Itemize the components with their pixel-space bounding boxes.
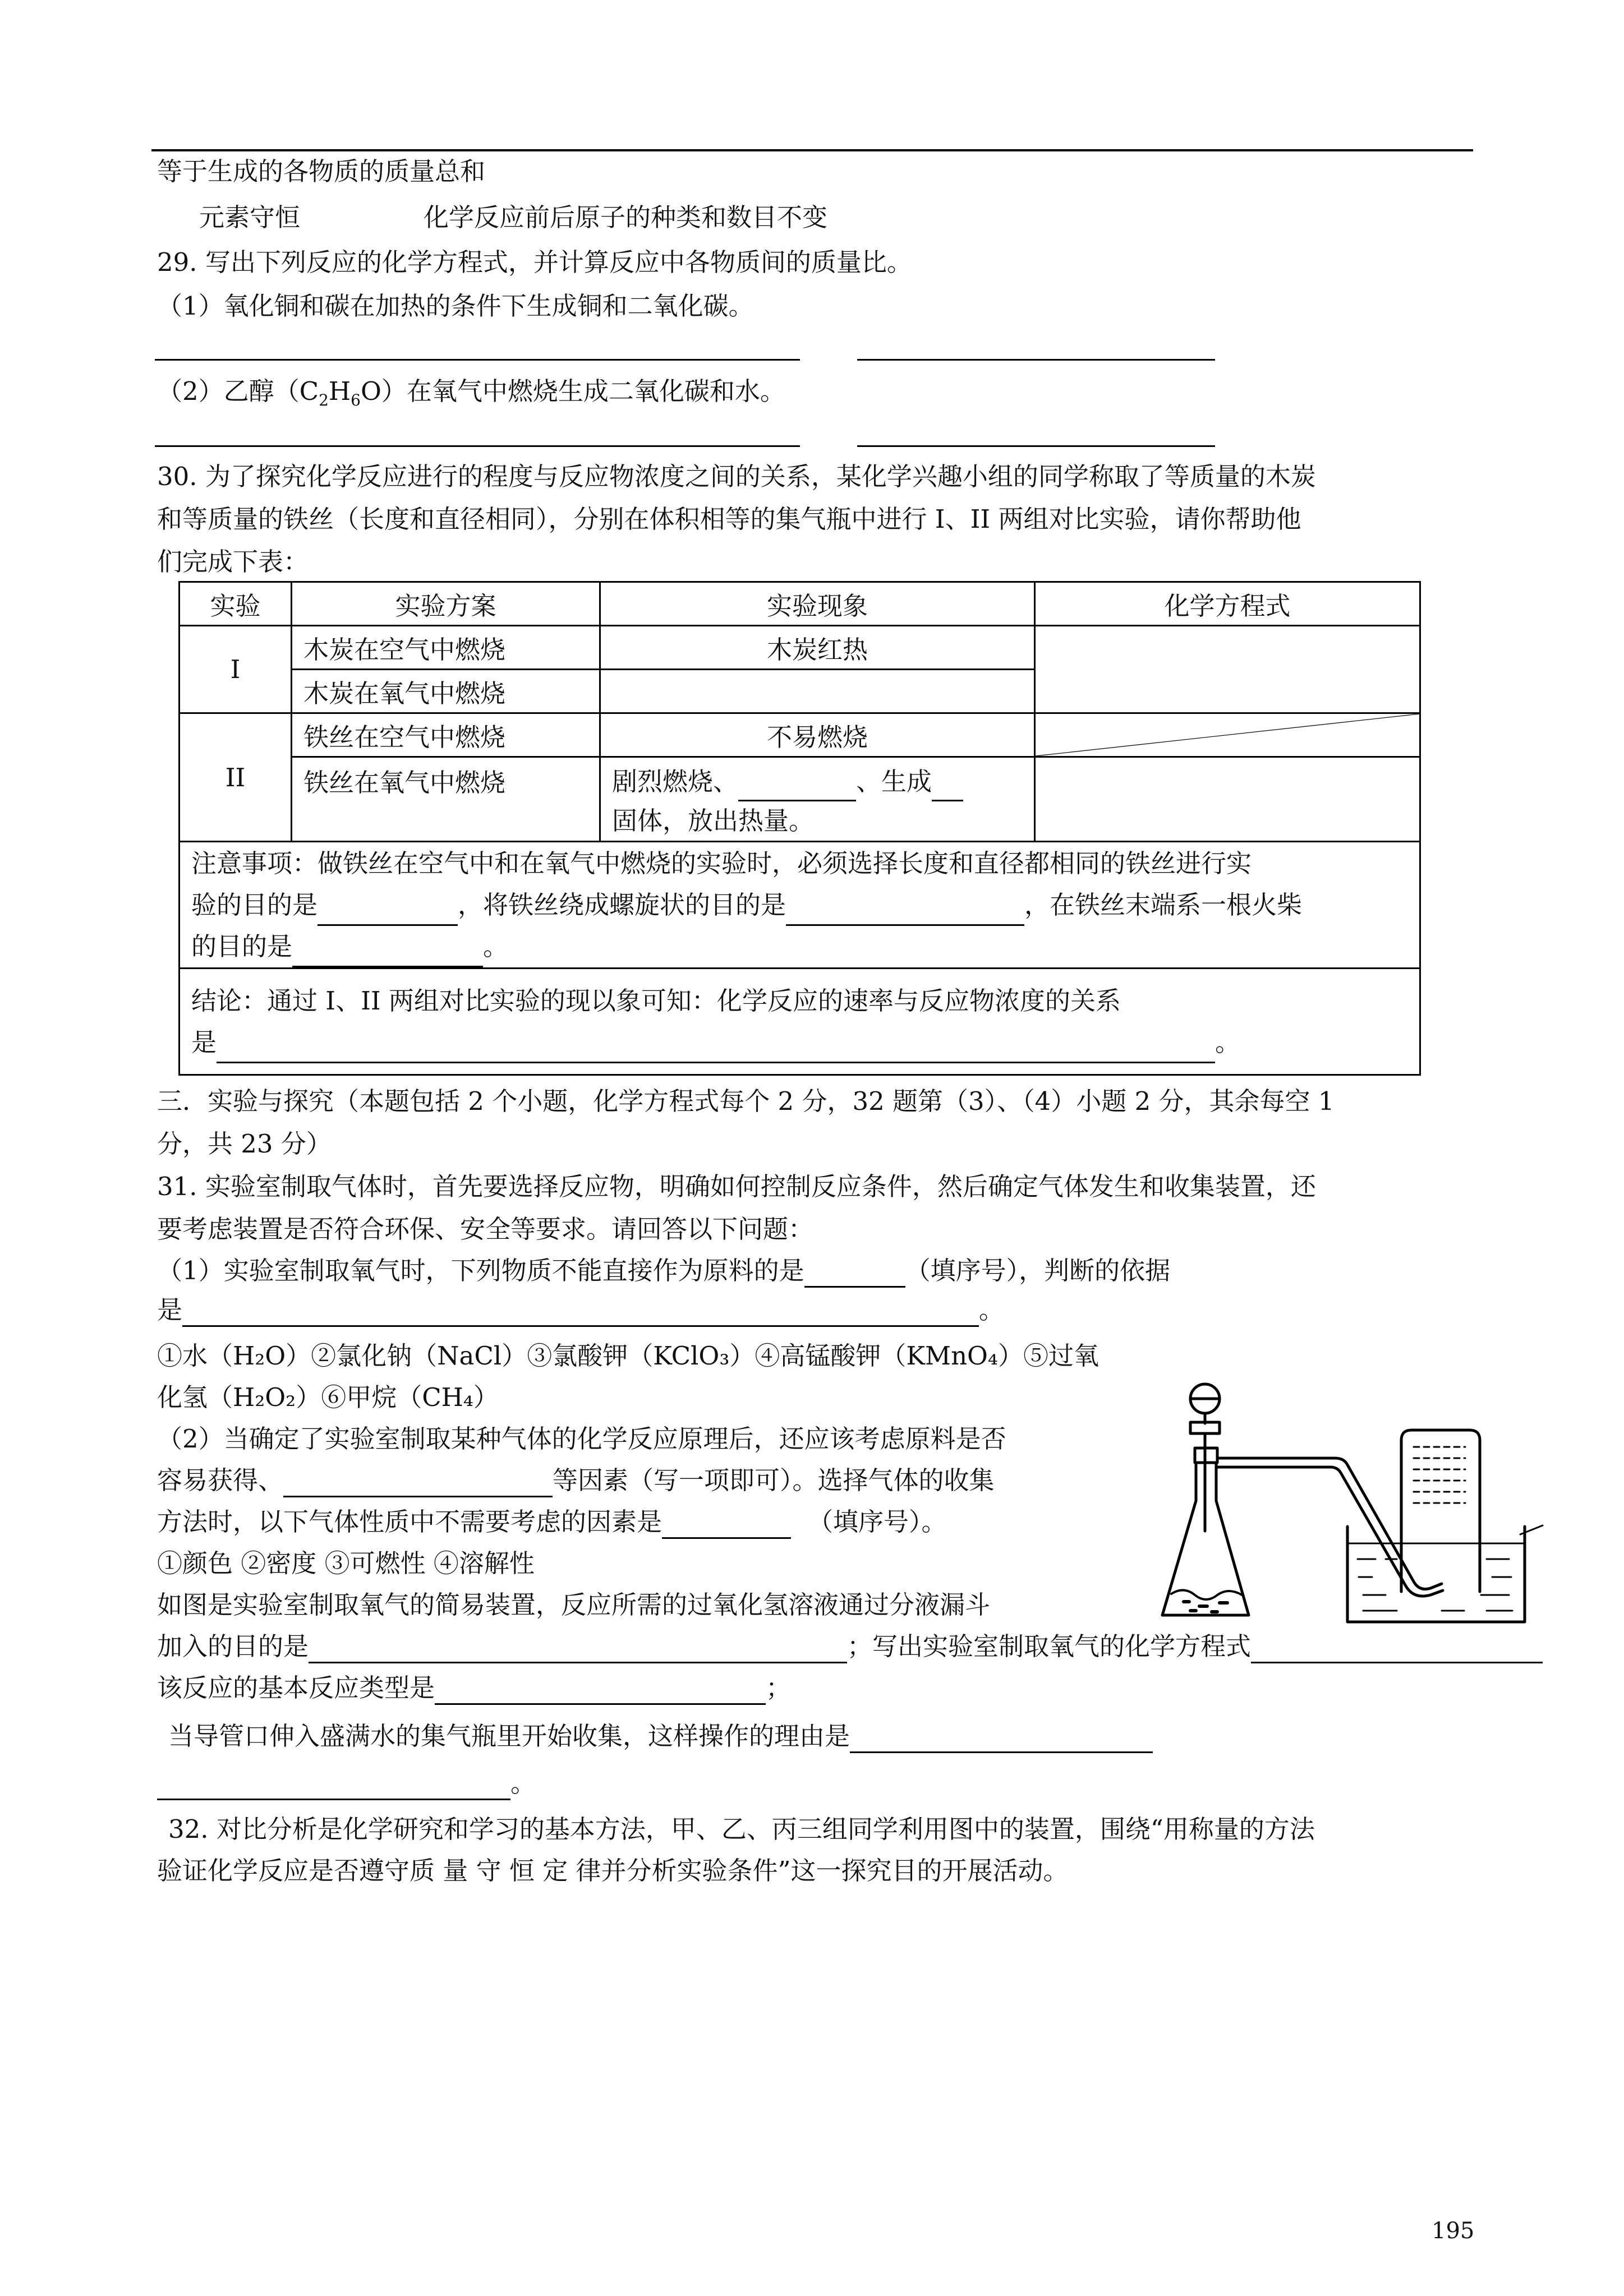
- column-header: 实验: [180, 582, 292, 626]
- text-span: （1）实验室制取氧气时，下列物质不能直接作为原料的是: [157, 1256, 804, 1285]
- question-29-part-1: （1）氧化铜和碳在加热的条件下生成铜和二氧化碳。: [157, 291, 754, 321]
- column-header: 实验方案: [292, 582, 600, 626]
- answer-blank[interactable]: [182, 1299, 979, 1327]
- table-cell: 木炭在空气中燃烧: [292, 626, 600, 670]
- answer-blank[interactable]: [804, 1260, 905, 1288]
- table-row: [180, 713, 1420, 757]
- question-31-text: [157, 1671, 791, 1705]
- column-header: 实验现象: [600, 582, 1035, 626]
- table-header-row: [180, 582, 1420, 626]
- text-span: ，在铁丝末端系一根火柴: [1024, 889, 1303, 920]
- answer-cell[interactable]: [1035, 757, 1420, 842]
- question-31-line-1: 31. 实验室制取气体时，首先要选择反应物，明确如何控制反应条件，然后确定气体发生和收集装置，还: [157, 1172, 1316, 1201]
- water-trough-icon: [1347, 1525, 1543, 1622]
- question-31-part-1: [157, 1254, 1170, 1288]
- subscript: 6: [351, 391, 361, 409]
- text-span: 容易获得、: [157, 1465, 284, 1495]
- question-31-text: [157, 1630, 1543, 1663]
- experiment-table: [178, 581, 1421, 1076]
- answer-blank[interactable]: [786, 898, 1024, 926]
- text-line: 化学反应前后原子的种类和数目不变: [424, 202, 828, 232]
- question-31-text: 如图是实验室制取氧气的简易装置，反应所需的过氧化氢溶液通过分液漏斗: [157, 1590, 991, 1620]
- diagonal-cell: [1035, 713, 1420, 757]
- text-span: 注意事项：做铁丝在空气中和在氧气中燃烧的实验时，必须选择长度和直径都相同的铁丝进行实: [191, 848, 1252, 878]
- text-span: 结论：通过 I、II 两组对比实验的现以象可知：化学反应的速率与反应物浓度的关系: [191, 985, 1121, 1016]
- answer-blank[interactable]: [217, 1036, 1215, 1063]
- text-line: 元素守恒: [199, 202, 301, 232]
- question-31-text: [157, 1767, 536, 1800]
- column-header: 化学方程式: [1035, 582, 1420, 626]
- question-31-basis: [157, 1293, 1004, 1327]
- answer-cell[interactable]: [1035, 626, 1420, 713]
- oxygen-apparatus-figure: [1150, 1368, 1554, 1632]
- text-span: 。: [510, 1768, 536, 1798]
- text-span: 该反应的基本反应类型是: [157, 1673, 435, 1703]
- answer-blank[interactable]: [318, 898, 458, 926]
- text-span: 是: [157, 1295, 183, 1325]
- table-cell: 不易燃烧: [600, 713, 1035, 757]
- answer-line: [857, 359, 1215, 361]
- answer-cell[interactable]: [600, 670, 1035, 713]
- text-span: 加入的目的是: [157, 1631, 309, 1661]
- text-span: 是: [191, 1027, 217, 1057]
- answer-blank[interactable]: [738, 774, 856, 801]
- answer-blank[interactable]: [283, 1470, 553, 1497]
- answer-blank[interactable]: [435, 1677, 766, 1705]
- question-31-text: [168, 1719, 1153, 1753]
- answer-blank[interactable]: [932, 774, 963, 801]
- table-row: [180, 757, 1420, 842]
- text-span: 的目的是: [191, 931, 293, 961]
- table-cell: 铁丝在空气中燃烧: [292, 713, 600, 757]
- table-cell: [600, 757, 1035, 842]
- text-span: 。: [483, 931, 509, 961]
- delivery-tube-icon: [1217, 1458, 1443, 1596]
- group-label: II: [180, 713, 292, 842]
- question-30-line-2: 和等质量的铁丝（长度和直径相同），分别在体积相等的集气瓶中进行 I、II 两组对比实验，请你帮助他: [157, 504, 1301, 534]
- text-span: ；写出实验室制取氧气的化学方程式: [847, 1631, 1252, 1661]
- text-line: 等于生成的各物质的质量总和: [157, 156, 486, 186]
- table-cell: 木炭红热: [600, 626, 1035, 670]
- question-31-text: [157, 1464, 995, 1497]
- options-line-2: 化氢（H₂O₂）⑥甲烷（CH₄）: [157, 1382, 499, 1412]
- text-span: ，将铁丝绕成螺旋状的目的是: [458, 889, 786, 920]
- question-32-line-2: 验证化学反应是否遵守质 量 守 恒 定 律并分析实验条件”这一探究目的开展活动。: [157, 1856, 1069, 1885]
- text-span: 剧烈燃烧、: [612, 767, 739, 796]
- question-31-line-2: 要考虑装置是否符合环保、安全等要求。请回答以下问题：: [157, 1214, 814, 1244]
- text-span: （2）乙醇（C: [157, 376, 319, 406]
- text-span: 固体，放出热量。: [612, 806, 815, 836]
- conclusion-cell: [180, 969, 1420, 1075]
- text-span: （填序号），判断的依据: [905, 1256, 1171, 1285]
- question-30-line-3: 们完成下表：: [157, 547, 309, 577]
- answer-blank[interactable]: [850, 1726, 1153, 1753]
- diagonal-line: [1036, 714, 1419, 756]
- question-31-text: [157, 1505, 947, 1539]
- text-span: 。: [979, 1295, 1005, 1325]
- answer-line: [857, 445, 1215, 447]
- header-rule: [151, 149, 1473, 151]
- text-span: 等因素（写一项即可）。选择气体的收集: [553, 1465, 995, 1495]
- text-span: 、生成: [856, 767, 932, 796]
- answer-blank[interactable]: [662, 1511, 791, 1539]
- question-29-part-2: [157, 375, 785, 408]
- subscript: 2: [319, 391, 329, 409]
- text-span: 验的目的是: [191, 889, 318, 920]
- answer-line: [155, 445, 800, 447]
- group-label: I: [180, 626, 292, 713]
- text-span: H: [328, 376, 351, 406]
- text-span: （填序号）。: [808, 1507, 947, 1537]
- answer-blank[interactable]: [1251, 1636, 1543, 1663]
- property-options: ①颜色 ②密度 ③可燃性 ④溶解性: [157, 1548, 535, 1578]
- notes-cell: [180, 842, 1420, 969]
- gas-jar-icon: [1401, 1430, 1480, 1592]
- table-cell: 木炭在氧气中燃烧: [292, 670, 600, 713]
- question-31-part-2: （2）当确定了实验室制取某种气体的化学反应原理后，还应该考虑原料是否: [157, 1424, 1006, 1454]
- question-29: 29. 写出下列反应的化学方程式，并计算反应中各物质间的质量比。: [157, 247, 912, 277]
- table-row: [180, 842, 1420, 969]
- answer-blank[interactable]: [309, 1636, 847, 1663]
- table-row: [180, 969, 1420, 1075]
- section-3-line-1: 三．实验与探究（本题包括 2 个小题，化学方程式每个 2 分，32 题第（3）、（4）小题 2 分，其余每空 1: [157, 1086, 1335, 1116]
- text-span: O）在氧气中燃烧生成二氧化碳和水。: [360, 376, 785, 406]
- answer-blank[interactable]: [157, 1773, 510, 1800]
- answer-blank[interactable]: [292, 940, 483, 967]
- table-row: [180, 626, 1420, 670]
- page-number: 195: [1432, 2218, 1475, 2244]
- section-3-line-2: 分，共 23 分）: [157, 1129, 332, 1159]
- answer-line: [155, 359, 800, 361]
- table-cell: 铁丝在氧气中燃烧: [292, 757, 600, 842]
- question-30-line-1: 30. 为了探究化学反应进行的程度与反应物浓度之间的关系，某化学兴趣小组的同学称取了等质量的木炭: [157, 462, 1316, 491]
- text-span: 。: [1215, 1027, 1241, 1057]
- text-span: 当导管口伸入盛满水的集气瓶里开始收集，这样操作的理由是: [168, 1721, 850, 1751]
- options-line-1: ①水（H₂O）②氯化钠（NaCl）③氯酸钾（KClO₃）④高锰酸钾（KMnO₄）⑤过氧: [157, 1341, 1099, 1371]
- text-span: ；: [766, 1673, 792, 1703]
- question-32-line-1: 32. 对比分析是化学研究和学习的基本方法，甲、乙、丙三组同学利用图中的装置，围绕“用称量的方法: [168, 1814, 1315, 1844]
- text-span: 方法时，以下气体性质中不需要考虑的因素是: [157, 1507, 663, 1537]
